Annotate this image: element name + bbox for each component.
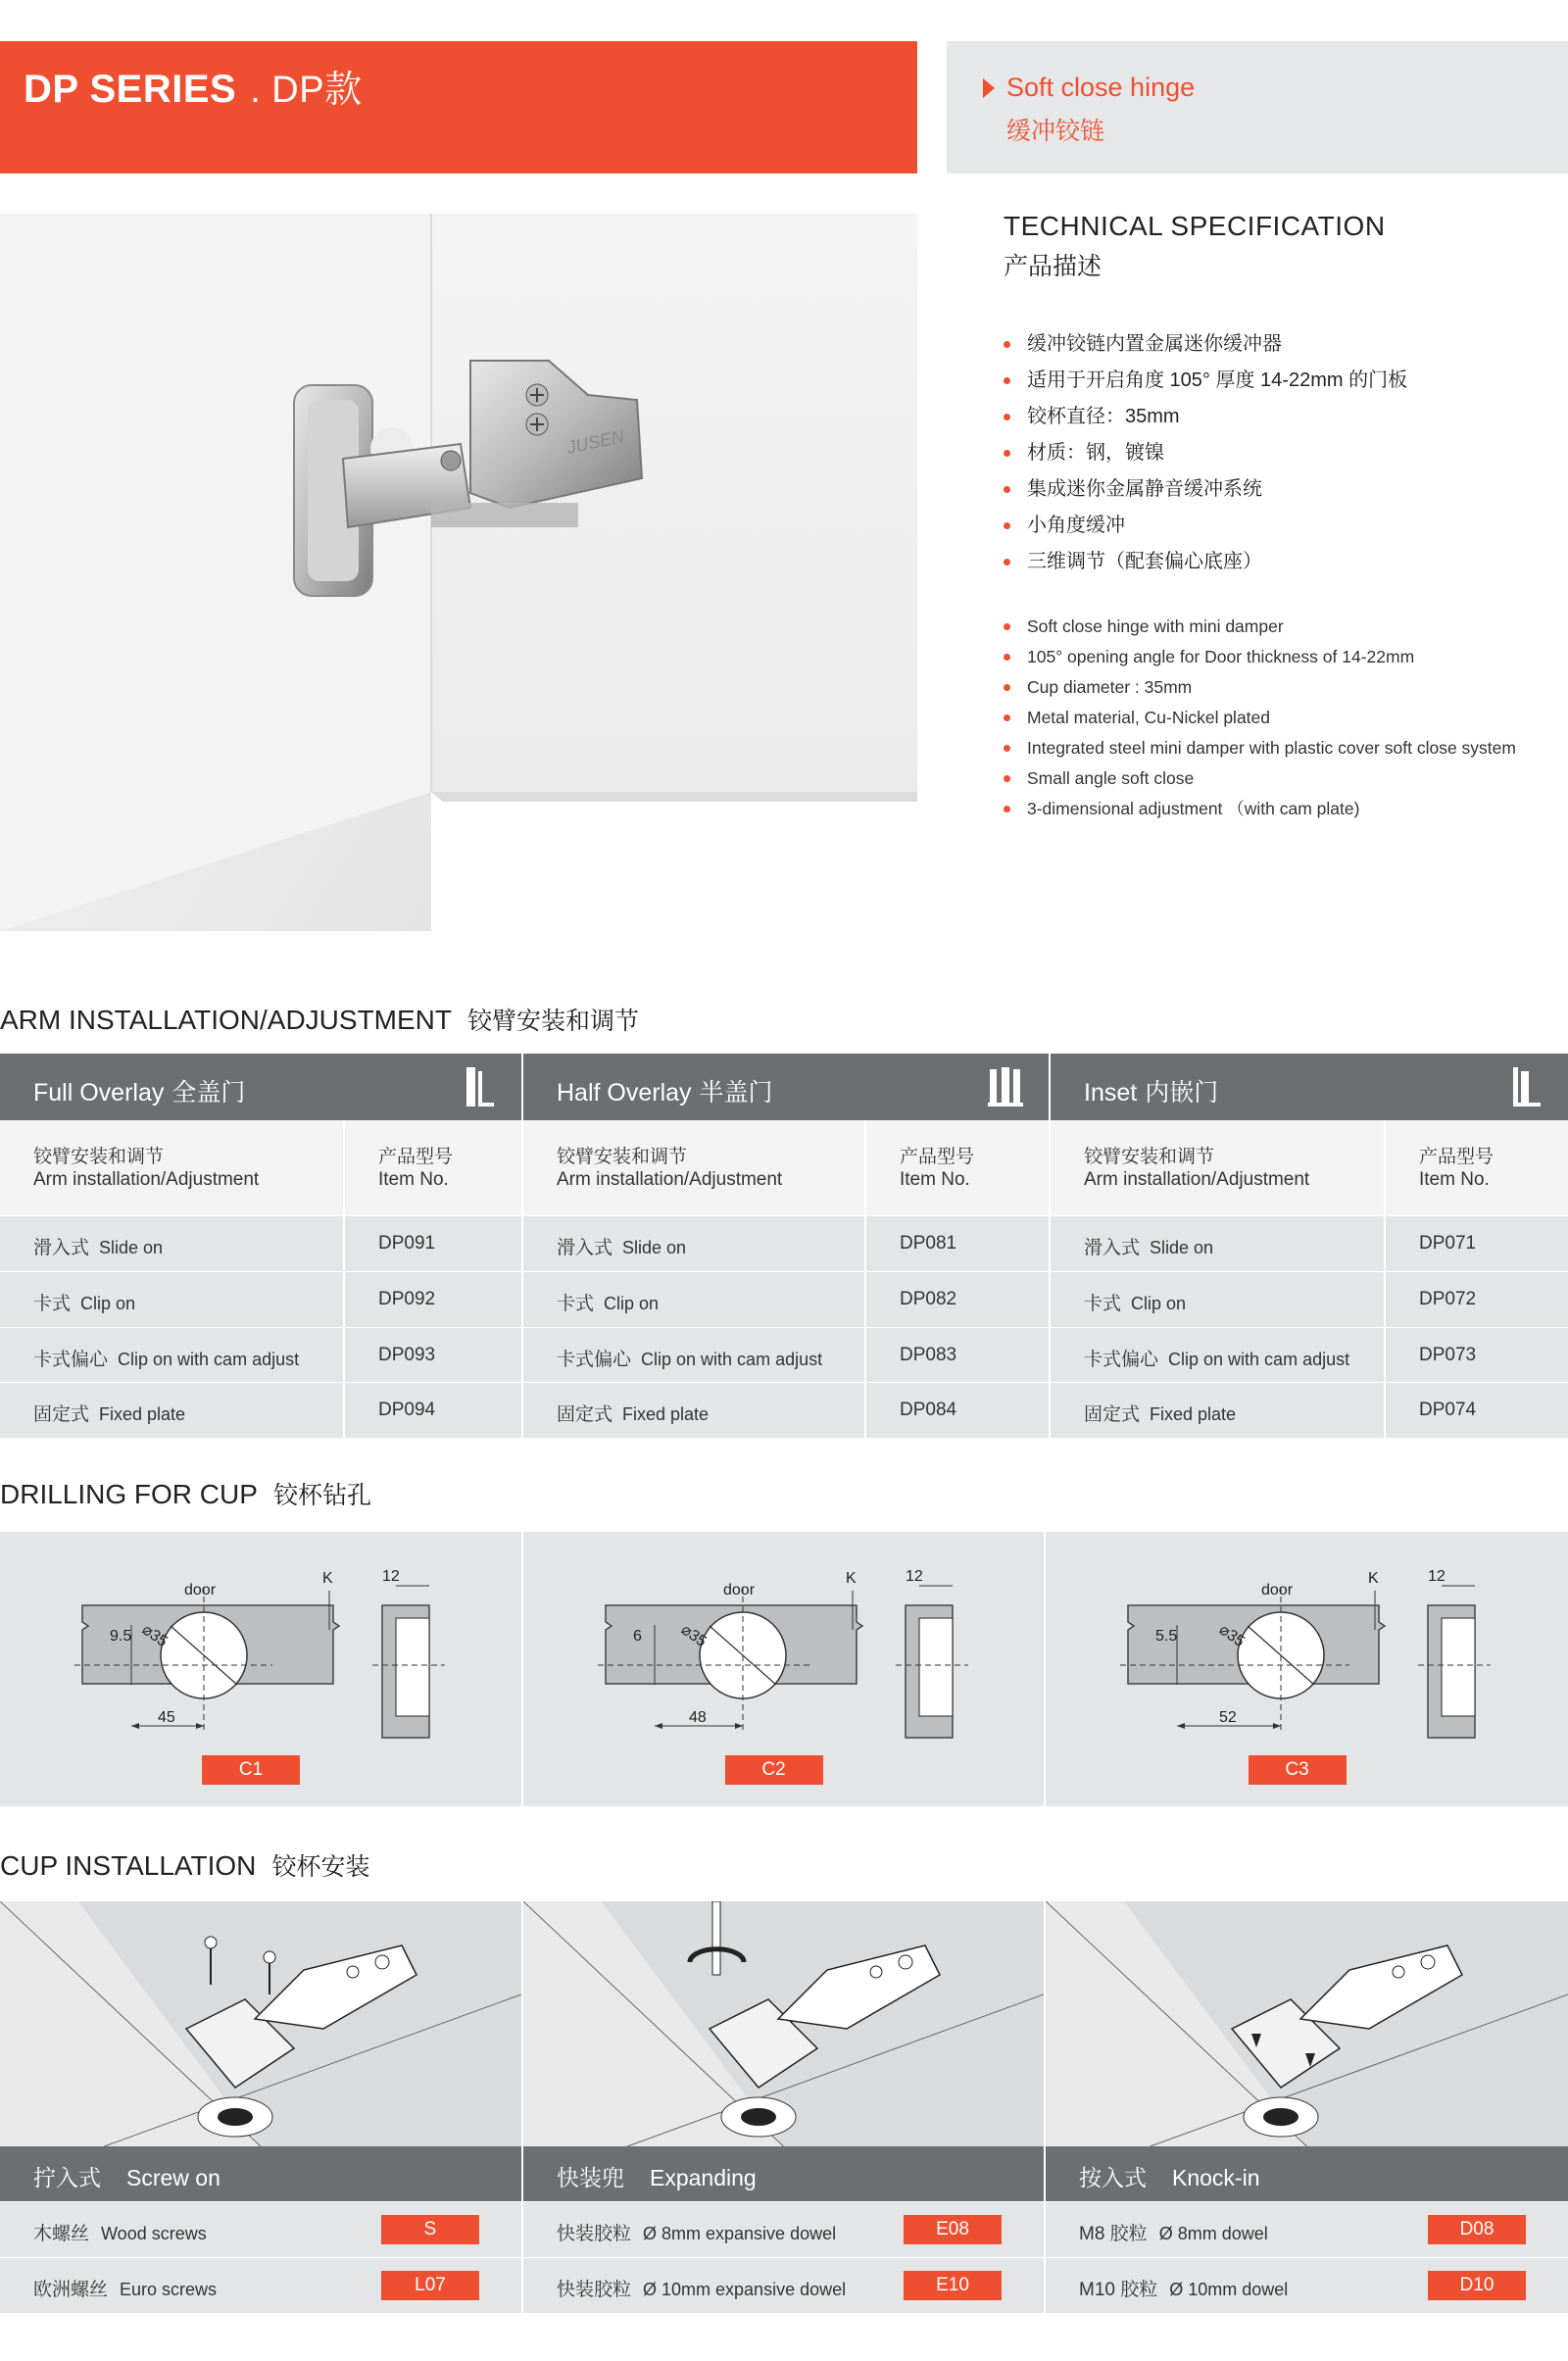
arm-group-1 [523,1054,1049,1438]
table-row [523,1327,1049,1383]
arm-method-en: Clip on with cam adjust [1168,1349,1350,1369]
spec-list-en [1004,612,1516,824]
item-col-head-cn: 产品型号 [900,1147,975,1167]
spec-item: Cup diameter : 35mm [1004,672,1516,703]
table-row [523,1215,1049,1271]
arm-method [557,1400,709,1426]
fixing-type-cn: 快装胶粒 [557,2224,632,2244]
table-row [1046,2258,1568,2313]
arm-method-en: Clip on with cam adjust [118,1349,300,1369]
diameter-label: ⌀35 [677,1621,710,1651]
arm-method-en: Clip on with cam adjust [641,1349,823,1369]
spec-item: 材质：钢，镀镍 [1004,438,1407,474]
arm-method-cn: 卡式偏心 [33,1349,109,1370]
arm-col-head-cn: 铰臂安装和调节 [557,1147,688,1167]
k-label: K [322,1570,333,1587]
arm-group-header [0,1054,521,1120]
drilling-section-title [0,1476,371,1511]
diameter-label: ⌀35 [1215,1621,1248,1651]
cup-panel-1 [0,1901,521,2146]
arm-method-cn: 固定式 [33,1404,90,1426]
door-label: door [184,1582,217,1599]
item-number: DP091 [378,1233,436,1254]
arm-method-cn: 滑入式 [557,1238,613,1258]
item-col-head-en: Item No. [900,1169,970,1190]
arrow-right-icon [983,78,995,98]
item-number: DP094 [378,1400,436,1421]
spec-item: 集成迷你金属静音缓冲系统 [1004,474,1407,511]
arm-group-header [1051,1054,1568,1120]
arm-method-en: Clip on [80,1293,136,1313]
cup-install-illustration [523,1901,1044,2146]
svg-text:JUSEN: JUSEN [564,426,626,458]
table-row [1051,1215,1568,1271]
fixing-code-badge: L07 [381,2271,479,2300]
hinge-photo-illustration [0,214,917,931]
fixing-type [1079,2275,1288,2301]
table-row [523,2258,1044,2313]
product-banner [947,41,1568,173]
overlay-type-icon [986,1065,1025,1110]
item-number: DP084 [900,1400,957,1421]
arm-group-name-cn: 半盖门 [699,1079,773,1107]
series-subtitle: . DP款 [250,70,363,111]
drilling-title-cn: 铰杯钻孔 [272,1482,371,1509]
item-number: DP081 [900,1233,957,1254]
arm-method [33,1345,299,1371]
arm-col-head-en: Arm installation/Adjustment [1084,1169,1310,1190]
fixing-type [1079,2219,1268,2245]
table-row [0,1215,521,1271]
arm-column-headers [1051,1120,1568,1215]
spec-item: Integrated steel mini damper with plastic cover soft close system [1004,733,1516,763]
table-row [523,1382,1049,1438]
item-col-head-en: Item No. [1419,1169,1490,1190]
arm-method [33,1289,135,1315]
fixing-code-badge: D08 [1428,2215,1526,2244]
cup-title-en: CUP INSTALLATION [0,1850,257,1881]
item-col-head-cn: 产品型号 [378,1147,454,1167]
door-label: door [723,1582,756,1599]
fixing-type-en: Euro screws [120,2280,218,2299]
fixing-type [33,2275,217,2301]
arm-method [33,1233,163,1259]
series-title [24,59,363,113]
drilling-title-en: DRILLING FOR CUP [0,1479,258,1509]
distance-label: 48 [689,1709,707,1726]
arm-group-2 [1051,1054,1568,1438]
fixing-code-badge: D10 [1428,2271,1526,2300]
spec-item: Soft close hinge with mini damper [1004,612,1516,642]
fixing-type-cn: 快装胶粒 [557,2280,632,2300]
fixing-type-en: Wood screws [101,2224,207,2243]
fixing-type-cn: M8 胶粒 [1079,2224,1148,2244]
table-row [1051,1382,1568,1438]
arm-group-title [1084,1073,1218,1108]
door-label: door [1261,1582,1294,1599]
table-row [1051,1271,1568,1327]
arm-title-cn: 铰臂安装和调节 [467,1008,640,1035]
drilling-diagram [0,1532,521,1757]
cup-panel-2 [523,1901,1044,2146]
arm-method [557,1233,686,1259]
item-col-head-cn: 产品型号 [1419,1147,1494,1167]
cup-install-illustration [0,1901,521,2146]
arm-group-name-en: Full Overlay [33,1079,165,1107]
arm-method-en: Slide on [622,1238,687,1257]
arm-section-title [0,1002,639,1037]
arm-col-head-cn: 铰臂安装和调节 [1084,1147,1215,1167]
drilling-code-badge: C1 [202,1755,300,1785]
spec-item: 铰杯直径：35mm [1004,402,1407,438]
table-row [0,1382,521,1438]
arm-method [33,1400,185,1426]
series-name: DP SERIES [24,68,237,111]
overlay-type-icon [1505,1065,1544,1110]
arm-method [557,1289,659,1315]
arm-column-headers [0,1120,521,1215]
drilling-diagram [523,1532,1044,1757]
cup-method-cn: 快装兜 [557,2165,624,2190]
spec-item: 适用于开启角度 105° 厚度 14-22mm 的门板 [1004,366,1407,402]
item-number: DP074 [1419,1400,1477,1421]
cup-method-title [33,2160,220,2192]
drilling-diagram [1046,1532,1568,1757]
fixing-type-cn: 欧洲螺丝 [33,2280,109,2300]
product-photo [0,214,917,931]
drilling-code-badge: C2 [725,1755,823,1785]
table-row [0,1271,521,1327]
arm-title-en: ARM INSTALLATION/ADJUSTMENT [0,1005,453,1035]
diameter-label: ⌀35 [138,1621,171,1651]
arm-method-cn: 卡式偏心 [1084,1349,1159,1370]
arm-method-cn: 卡式偏心 [557,1349,632,1370]
table-row [1051,1327,1568,1383]
arm-method [557,1345,822,1371]
arm-group-name-cn: 全盖门 [172,1079,246,1107]
drilling-code-badge: C3 [1249,1755,1347,1785]
arm-method-cn: 滑入式 [33,1238,90,1258]
cup-title-cn: 铰杯安装 [271,1853,370,1881]
cup-method-title [1079,2160,1259,2192]
fixing-type [33,2219,207,2245]
cup-method-en: Expanding [650,2165,757,2190]
arm-method-en: Slide on [99,1238,164,1257]
fixing-code-badge: E10 [904,2271,1002,2300]
arm-group-name-cn: 内嵌门 [1145,1079,1219,1107]
thickness-label: 12 [382,1568,400,1585]
cup-method-title [557,2160,757,2192]
table-row [1046,2202,1568,2257]
cup-method-bar [0,2146,521,2201]
fixing-type-en: Ø 10mm dowel [1169,2280,1289,2299]
spec-list-cn [1004,329,1407,583]
fixing-type-en: Ø 10mm expansive dowel [643,2280,847,2299]
offset-label: 6 [633,1628,642,1645]
arm-method-cn: 卡式 [1084,1293,1122,1314]
drilling-panel-2 [523,1532,1044,1806]
arm-method-en: Slide on [1150,1238,1214,1257]
arm-method-cn: 滑入式 [1084,1238,1141,1258]
spec-item: Small angle soft close [1004,763,1516,794]
arm-method-cn: 固定式 [1084,1404,1141,1426]
drilling-panel-1 [0,1532,521,1806]
distance-label: 52 [1219,1709,1237,1726]
cup-method-bar [1046,2146,1568,2201]
fixing-type [557,2219,836,2245]
thickness-label: 12 [1428,1568,1446,1585]
item-number: DP092 [378,1288,436,1309]
drilling-panel-3 [1046,1532,1568,1806]
offset-label: 9.5 [110,1628,132,1645]
arm-method-en: Fixed plate [99,1404,186,1425]
table-row [0,1327,521,1383]
offset-label: 5.5 [1155,1628,1178,1645]
arm-method-en: Fixed plate [622,1404,710,1425]
arm-method-cn: 卡式 [557,1293,595,1314]
table-row [523,2202,1044,2257]
arm-group-name-en: Half Overlay [557,1079,692,1107]
spec-item: 三维调节（配套偏心底座） [1004,547,1407,583]
spec-title-cn: 产品描述 [1004,253,1102,280]
distance-label: 45 [158,1709,175,1726]
item-number: DP093 [378,1344,436,1365]
cup-method-en: Knock-in [1172,2165,1260,2190]
item-col-head-en: Item No. [378,1169,449,1190]
product-title-en: Soft close hinge [1006,73,1196,102]
cup-method-en: Screw on [126,2165,220,2190]
cup-method-cn: 按入式 [1079,2165,1147,2190]
overlay-type-icon [459,1065,498,1110]
arm-method [1084,1400,1236,1426]
arm-group-0 [0,1054,521,1438]
fixing-type-cn: 木螺丝 [33,2224,90,2244]
fixing-type-en: Ø 8mm expansive dowel [643,2224,837,2243]
table-row [0,2202,521,2257]
cup-panel-3 [1046,1901,1568,2146]
fixing-code-badge: E08 [904,2215,1002,2244]
cup-install-illustration [1046,1901,1568,2146]
product-title-cn: 缓冲铰链 [1006,118,1105,145]
arm-col-head-cn: 铰臂安装和调节 [33,1147,165,1167]
table-row [0,2258,521,2313]
cup-section-title [0,1847,369,1883]
arm-method-en: Clip on [604,1293,660,1313]
spec-item: Metal material, Cu-Nickel plated [1004,703,1516,733]
spec-item: 缓冲铰链内置金属迷你缓冲器 [1004,329,1407,366]
thickness-label: 12 [906,1568,923,1585]
arm-col-head-en: Arm installation/Adjustment [557,1169,783,1190]
arm-method-cn: 卡式 [33,1293,72,1314]
spec-item: 105° opening angle for Door thickness of 14-22mm [1004,642,1516,672]
arm-method-en: Fixed plate [1150,1404,1237,1425]
item-number: DP073 [1419,1344,1477,1365]
spec-item: 小角度缓冲 [1004,511,1407,547]
arm-method [1084,1289,1186,1315]
k-label: K [846,1570,857,1587]
spec-item: 3-dimensional adjustment （with cam plate) [1004,794,1516,824]
arm-group-header [523,1054,1049,1120]
fixing-type-en: Ø 8mm dowel [1158,2224,1268,2243]
cup-method-cn: 拧入式 [33,2165,101,2190]
item-number: DP072 [1419,1288,1477,1309]
table-row [523,1271,1049,1327]
fixing-code-badge: S [381,2215,479,2244]
fixing-type [557,2275,846,2301]
item-number: DP082 [900,1288,957,1309]
arm-column-headers [523,1120,1049,1215]
arm-col-head-en: Arm installation/Adjustment [33,1169,260,1190]
k-label: K [1368,1570,1379,1587]
item-number: DP083 [900,1344,957,1365]
arm-method-cn: 固定式 [557,1404,613,1426]
arm-method [1084,1345,1349,1371]
arm-group-title [33,1073,245,1108]
arm-method-en: Clip on [1131,1293,1187,1313]
arm-group-name-en: Inset [1084,1079,1138,1107]
spec-title: TECHNICAL SPECIFICATION [1004,211,1386,241]
arm-method [1084,1233,1213,1259]
item-number: DP071 [1419,1233,1477,1254]
fixing-type-cn: M10 胶粒 [1079,2280,1158,2300]
cup-method-bar [523,2146,1044,2201]
arm-group-title [557,1073,773,1108]
